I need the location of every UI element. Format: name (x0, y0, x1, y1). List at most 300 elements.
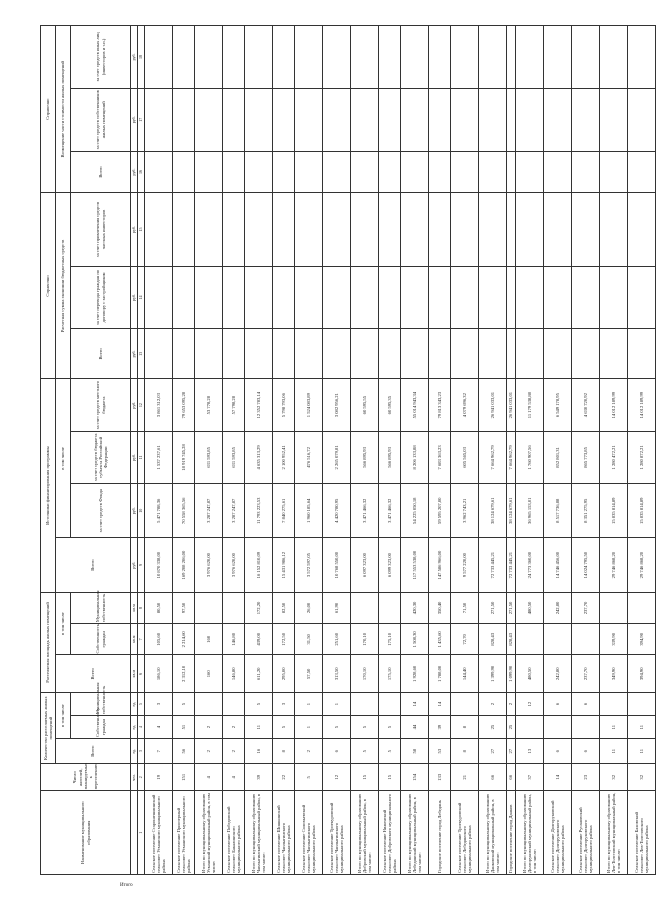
value-cell-p-priv: 5 (323, 716, 351, 739)
table-body (145, 26, 656, 875)
empty-cell (479, 329, 507, 379)
value-cell-a-total: 57,50 (295, 655, 323, 693)
value-cell-a-mun: 237,70 (572, 592, 600, 623)
value-cell-p-priv: 39 (429, 716, 451, 739)
municipality-name-cell: Сельское поселение Победовский сельсовет Бакалинского муниципального района (223, 791, 245, 875)
value-cell-people: 12 (323, 764, 351, 791)
value-cell-f-loc: 79 813 343,23 (429, 379, 451, 431)
value-cell-a-priv: 72,70 (451, 624, 479, 655)
col-index: 3 (138, 739, 145, 764)
value-cell-f-total: 72 733 445,21 (479, 538, 507, 592)
value-cell-people: 23 (572, 764, 600, 791)
table-row (223, 26, 245, 875)
value-cell-f-fund: 7 840 275,61 (273, 484, 295, 538)
empty-cell (173, 193, 195, 266)
value-cell-p-priv: 2 (195, 716, 223, 739)
empty-cell (401, 151, 429, 193)
value-cell-a-mun: 271,50 (507, 592, 516, 623)
value-cell-people: 133 (429, 764, 451, 791)
value-cell-p-mun: 5 (173, 693, 195, 716)
value-cell-p-mun: 14 (401, 693, 429, 716)
municipality-name-cell: Итого по муниципальному образованию Лев-Толстовский муниципальный район, в том числе: (600, 791, 628, 875)
value-cell-a-mun: 82,50 (273, 592, 295, 623)
empty-cell (451, 151, 479, 193)
value-cell-f-loc: 11 179 538,88 (516, 379, 544, 431)
area-private-header: Собственность граждан (71, 624, 131, 655)
value-cell-f-loc: 1 524 083,89 (295, 379, 323, 431)
table-row (351, 26, 379, 875)
municipality-name-cell: Сельское поселение Приозерный сельсовет Усманского муниципального района (173, 791, 195, 875)
value-cell-f-total: 15 431 986,12 (273, 538, 295, 592)
empty-cell (507, 266, 516, 329)
value-cell-p-total: 16 (245, 739, 273, 764)
empty-cell (351, 193, 379, 266)
value-cell-p-priv (544, 716, 572, 739)
empty-cell (516, 266, 544, 329)
value-cell-f-reg: 566 895,93 (351, 431, 379, 483)
municipality-name-cell: Сельское поселение Троекуровский сельсовет Чаплыгинского муниципального района (323, 791, 351, 875)
value-cell-people: 37 (516, 764, 544, 791)
value-cell-a-priv: 175,10 (379, 624, 401, 655)
value-cell-p-mun: 1 (323, 693, 351, 716)
value-cell-people: 154 (401, 764, 429, 791)
municipality-name-cell: Сельское поселение Долгоруковский сельсовет Долгоруковского муниципального района (544, 791, 572, 875)
empty-cell (507, 151, 516, 193)
empty-cell (479, 88, 507, 151)
value-cell-a-priv: 105,60 (145, 624, 173, 655)
empty-cell (173, 329, 195, 379)
empty-cell (379, 266, 401, 329)
empty-cell (572, 193, 600, 266)
empty-cell (628, 193, 656, 266)
table-row (516, 26, 544, 875)
value-cell-a-total: 295,00 (273, 655, 295, 693)
empty-cell (379, 193, 401, 266)
ref2-a-header: за счет средств собственников жилых помещений (71, 88, 131, 151)
col-index: 14 (138, 266, 145, 329)
table-row (507, 26, 516, 875)
empty-cell (600, 88, 628, 151)
value-cell-f-fund: 1 960 185,64 (295, 484, 323, 538)
value-cell-a-total: 242,80 (544, 655, 572, 693)
empty-cell (479, 26, 507, 89)
municipality-name-cell: Сельское поселение Троекуровский сельсовет Лебедянского муниципального района (451, 791, 479, 875)
unit-cell: ед. (131, 693, 138, 716)
value-cell-people: 66 (507, 764, 516, 791)
col-index: 10 (138, 484, 145, 538)
municipality-name-cell: Итого по муниципальному образованию Добровский муниципальный район, в том числе: (351, 791, 379, 875)
empty-cell (351, 329, 379, 379)
empty-cell (544, 193, 572, 266)
value-cell-f-loc: 3 861 312,03 (145, 379, 173, 431)
value-cell-a-mun: 71,50 (451, 592, 479, 623)
empty-cell (628, 329, 656, 379)
empty-cell (295, 26, 323, 89)
unit-cell: кв.м (131, 655, 138, 693)
value-cell-f-total: 29 746 868,20 (628, 538, 656, 592)
area-in-number-header: в том числе (56, 592, 71, 655)
value-cell-people: 32 (628, 764, 656, 791)
empty-cell (323, 329, 351, 379)
unit-cell: руб. (131, 431, 138, 483)
value-cell-people: 32 (600, 764, 628, 791)
value-cell-f-loc: 60 595,55 (351, 379, 379, 431)
value-cell-f-reg: 2 265 079,81 (323, 431, 351, 483)
value-cell-a-total: 2 312,10 (173, 655, 195, 693)
value-cell-people: 15 (351, 764, 379, 791)
empty-cell (195, 151, 223, 193)
value-cell-p-mun: 14 (429, 693, 451, 716)
empty-cell (544, 151, 572, 193)
value-cell-a-priv: 251,60 (323, 624, 351, 655)
value-cell-a-total: 186,10 (145, 655, 173, 693)
value-cell-p-total: 6 (572, 739, 600, 764)
premises-private-header: Собственность граждан (71, 716, 131, 739)
municipality-name-cell: Итого по муниципальному образованию Чаплыгинский муниципальный район, в том числе: (245, 791, 273, 875)
value-cell-a-mun: 420,30 (401, 592, 429, 623)
empty-cell (401, 26, 429, 89)
value-cell-f-loc: 4 079 696,32 (451, 379, 479, 431)
empty-cell (173, 151, 195, 193)
reference-sub-header: Расчетная сумма экономии бюджетных средств (56, 193, 71, 379)
value-cell-p-total: 5 (379, 739, 401, 764)
col-index: 15 (138, 193, 145, 266)
empty-cell (173, 266, 195, 329)
value-cell-f-reg: 631 593,85 (223, 431, 245, 483)
empty-cell (479, 151, 507, 193)
empty-cell (401, 329, 429, 379)
col-index: 4 (138, 716, 145, 739)
unit-cell: руб. (131, 26, 138, 89)
value-cell-a-priv: 439,00 (245, 624, 273, 655)
municipality-name-cell: Сельское поселение Ниженский сельсовет Добровского муниципального района (379, 791, 401, 875)
value-cell-f-reg: 852 801,31 (544, 431, 572, 483)
value-cell-p-mun: 3 (273, 693, 295, 716)
empty-cell (145, 26, 173, 89)
empty-cell (628, 88, 656, 151)
value-cell-p-total: 8 (451, 739, 479, 764)
value-cell-f-total: 6 097 323,00 (351, 538, 379, 592)
value-cell-f-total: 10 870 338,00 (145, 538, 173, 592)
value-cell-a-total: 1 099,90 (507, 655, 516, 693)
value-cell-a-mun: 26,00 (295, 592, 323, 623)
value-cell-f-loc: 12 352 783,14 (245, 379, 273, 431)
area-group-header: Расселяемая площадь жилых помещений (41, 592, 56, 692)
value-cell-p-priv: 25 (507, 716, 516, 739)
empty-cell (223, 193, 245, 266)
value-cell-a-mun: 271,50 (479, 592, 507, 623)
empty-cell (195, 88, 223, 151)
value-cell-p-priv: 5 (379, 716, 401, 739)
value-cell-a-priv: 828,43 (507, 624, 516, 655)
table-row (145, 26, 173, 875)
unit-cell: руб. (131, 88, 138, 151)
value-cell-f-fund: 8 517 736,88 (544, 484, 572, 538)
empty-cell (379, 329, 401, 379)
value-cell-p-priv: 1 (295, 716, 323, 739)
value-cell-f-loc: 57 798,28 (223, 379, 245, 431)
premises-total-header: Всего (56, 739, 131, 764)
table-row (295, 26, 323, 875)
unit-cell: кв.м (131, 624, 138, 655)
table-row (628, 26, 656, 875)
value-cell-f-loc: 55 014 943,34 (401, 379, 429, 431)
empty-cell (223, 329, 245, 379)
value-cell-p-total: 13 (516, 739, 544, 764)
value-cell-p-priv: 11 (628, 716, 656, 739)
value-cell-f-total: 9 577 220,00 (451, 538, 479, 592)
fin-total-header: Всего (56, 538, 131, 592)
value-cell-p-priv: 11 (600, 716, 628, 739)
value-cell-f-fund: 70 558 365,56 (173, 484, 195, 538)
value-cell-a-mun: 350,40 (429, 592, 451, 623)
value-cell-f-loc: 14 012 189,99 (600, 379, 628, 431)
value-cell-a-mun: 97,50 (173, 592, 195, 623)
value-cell-a-total: 160 (195, 655, 223, 693)
empty-cell (351, 26, 379, 89)
value-cell-p-mun (351, 693, 379, 716)
col-index: 11 (138, 431, 145, 483)
value-cell-f-fund: 3 287 247,87 (223, 484, 245, 538)
col-people-header: Число жителей, планируемых к переселению (41, 764, 131, 791)
empty-cell (295, 88, 323, 151)
value-cell-a-mun (600, 592, 628, 623)
value-cell-p-mun (379, 693, 401, 716)
col-index: 6 (138, 655, 145, 693)
empty-cell (273, 329, 295, 379)
empty-cell (516, 329, 544, 379)
empty-cell (245, 193, 273, 266)
col-index: 1 (138, 791, 145, 875)
value-cell-p-total: 5 (351, 739, 379, 764)
value-cell-a-mun: 80,50 (145, 592, 173, 623)
empty-cell (516, 151, 544, 193)
value-cell-p-priv (572, 716, 600, 739)
table-row (429, 26, 451, 875)
municipality-name-cell: Сельское поселение Соловьевский сельсовет Чаплыгинского муниципального района (295, 791, 323, 875)
value-cell-f-loc: 53 778,28 (195, 379, 223, 431)
value-cell-f-reg: 7 664 962,79 (507, 431, 516, 483)
value-cell-f-total: 29 746 868,20 (600, 538, 628, 592)
empty-cell (507, 26, 516, 89)
value-cell-a-mun: 172,20 (245, 592, 273, 623)
value-cell-a-priv (572, 624, 600, 655)
municipality-name-cell: Сельское поселение Баховский сельсовет Лев-Толстовского муниципального района (628, 791, 656, 875)
value-cell-p-mun: 6 (572, 693, 600, 716)
table-row (572, 26, 600, 875)
value-cell-p-total: 53 (429, 739, 451, 764)
unit-cell: руб. (131, 484, 138, 538)
value-cell-people: 19 (145, 764, 173, 791)
value-cell-f-loc: 14 012 189,99 (628, 379, 656, 431)
reference2-group-header: Справочно (41, 26, 56, 193)
empty-cell (572, 88, 600, 151)
value-cell-f-reg: 1 280 872,21 (628, 431, 656, 483)
value-cell-f-loc: 26 941 033,01 (507, 379, 516, 431)
ref-total-header: Всего (71, 329, 131, 379)
value-cell-f-total: 3 976 620,00 (223, 538, 245, 592)
page-side-label: Итого (120, 883, 133, 888)
value-cell-p-priv: 4 (145, 716, 173, 739)
empty-cell (544, 26, 572, 89)
value-cell-f-total: 24 773 360,00 (516, 538, 544, 592)
municipality-name-cell: Сельское поселение Старошешминский сельсовет Усманского муниципального района (145, 791, 173, 875)
table-row (544, 26, 572, 875)
empty-cell (507, 193, 516, 266)
empty-cell (173, 88, 195, 151)
value-cell-a-total: 1 928,60 (401, 655, 429, 693)
value-cell-p-priv: 25 (479, 716, 507, 739)
value-cell-p-priv: 5 (273, 716, 295, 739)
unit-cell: руб. (131, 266, 138, 329)
value-cell-f-fund: 54 225 050,18 (401, 484, 429, 538)
value-cell-a-mun (195, 592, 223, 623)
value-cell-f-reg: 605 565,03 (451, 431, 479, 483)
table-row (600, 26, 628, 875)
empty-cell (544, 88, 572, 151)
municipality-name-cell: Сельское поселение Русановский сельсовет Долгоруковского муниципального района (572, 791, 600, 875)
value-cell-a-priv (544, 624, 572, 655)
empty-cell (600, 26, 628, 89)
value-cell-f-fund: 38 124 679,61 (479, 484, 507, 538)
empty-cell (507, 329, 516, 379)
value-cell-f-fund: 5 471 788,36 (145, 484, 173, 538)
value-cell-f-total: 3 976 620,00 (195, 538, 223, 592)
value-cell-a-mun: 61,90 (323, 592, 351, 623)
fin-fund-header: за счет средств Фонда (71, 484, 131, 538)
empty-cell (572, 151, 600, 193)
value-cell-a-priv: 31,50 (295, 624, 323, 655)
value-cell-p-mun (628, 693, 656, 716)
municipality-name-cell: Итого по муниципальному образованию Долгоруковский муниципальный район, в том числе: (516, 791, 544, 875)
value-cell-p-mun: 6 (544, 693, 572, 716)
value-cell-f-fund: 59 595 207,00 (429, 484, 451, 538)
col-index: 12 (138, 379, 145, 431)
value-cell-f-reg: 1 280 472,21 (600, 431, 628, 483)
empty-cell (516, 193, 544, 266)
value-cell-a-total: 394,90 (628, 655, 656, 693)
empty-cell (195, 329, 223, 379)
ref-a-header: за счет перевода граждан по договору с застройщиком (71, 266, 131, 329)
value-cell-a-total: 175,10 (379, 655, 401, 693)
municipality-name-cell: Городское поселение город Лебедянь (429, 791, 451, 875)
ref2-b-header: за счет средств иных лиц (инвесторов и т.п.) (71, 26, 131, 89)
col-index: 8 (138, 592, 145, 623)
reference2-sub-header: Возмещение части стоимости жилых помещений (56, 26, 71, 193)
value-cell-p-priv: 2 (223, 716, 245, 739)
empty-cell (323, 88, 351, 151)
empty-cell (273, 26, 295, 89)
value-cell-p-total: 27 (507, 739, 516, 764)
empty-cell (195, 26, 223, 89)
value-cell-people: 21 (451, 764, 479, 791)
value-cell-f-loc: 4 630 720,92 (572, 379, 600, 431)
empty-cell (429, 26, 451, 89)
value-cell-p-mun (600, 693, 628, 716)
table-row (479, 26, 507, 875)
value-cell-f-reg: 865 773,85 (572, 431, 600, 483)
value-cell-f-fund: 3 471 466,32 (351, 484, 379, 538)
value-cell-f-reg: 1 760 907,56 (516, 431, 544, 483)
municipality-name-cell: Итого по муниципальному образованию Усманский муниципальный район, в том числе: (195, 791, 223, 875)
col-name-header: Наименование муниципального образования (41, 791, 131, 875)
empty-cell (451, 88, 479, 151)
unit-cell: ед. (131, 739, 138, 764)
empty-cell (379, 88, 401, 151)
unit-cell: чел. (131, 764, 138, 791)
empty-cell (544, 266, 572, 329)
value-cell-f-total: 10 768 550,00 (323, 538, 351, 592)
column-index-row (138, 26, 145, 875)
value-cell-p-mun (195, 693, 223, 716)
value-cell-a-total: 1 788,00 (429, 655, 451, 693)
value-cell-p-total: 56 (173, 739, 195, 764)
empty-cell (572, 266, 600, 329)
empty-cell (451, 26, 479, 89)
value-cell-f-loc: 3 082 956,21 (323, 379, 351, 431)
empty-cell (323, 26, 351, 89)
value-cell-people: 151 (173, 764, 195, 791)
empty-cell (507, 88, 516, 151)
value-cell-f-fund: 3 287 247,87 (195, 484, 223, 538)
unit-cell: руб. (131, 379, 138, 431)
empty-cell (273, 88, 295, 151)
unit-cell: кв.м (131, 592, 138, 623)
value-cell-f-reg: 476 516,72 (295, 431, 323, 483)
value-cell-a-total: 611,20 (245, 655, 273, 693)
reference-group-header: Справочно (41, 193, 56, 379)
value-cell-p-priv: 44 (401, 716, 429, 739)
value-cell-f-loc: 6 549 178,95 (544, 379, 572, 431)
value-cell-p-priv: 11 (245, 716, 273, 739)
value-cell-p-total: 58 (401, 739, 429, 764)
table-row (173, 26, 195, 875)
empty-cell (572, 329, 600, 379)
empty-cell (429, 193, 451, 266)
value-cell-f-loc: 60 595,35 (379, 379, 401, 431)
value-cell-p-mun (223, 693, 245, 716)
value-cell-p-total: 8 (273, 739, 295, 764)
value-cell-people: 14 (544, 764, 572, 791)
area-total-header: Всего (56, 655, 131, 693)
col-index: 16 (138, 151, 145, 193)
empty-cell (273, 193, 295, 266)
area-municipal-header: Муниципальная собственность (71, 592, 131, 623)
col-index: 7 (138, 624, 145, 655)
value-cell-p-total: 2 (195, 739, 223, 764)
value-cell-a-priv: 2 214,60 (173, 624, 195, 655)
unit-cell: руб. (131, 193, 138, 266)
units-row (131, 26, 138, 875)
value-cell-a-total: 146,80 (223, 655, 245, 693)
value-cell-a-mun (379, 592, 401, 623)
resettlement-table (40, 25, 656, 875)
empty-cell (273, 151, 295, 193)
municipality-name-cell: Итого по муниципальному образованию Данковский муниципальный район, в том числе: (479, 791, 507, 875)
value-cell-f-total: 6 099 323,00 (379, 538, 401, 592)
table-row (323, 26, 351, 875)
value-cell-f-reg: 631 593,85 (195, 431, 223, 483)
value-cell-people: 66 (479, 764, 507, 791)
col-index: 2 (138, 764, 145, 791)
value-cell-p-mun: 2 (479, 693, 507, 716)
value-cell-p-priv (516, 716, 544, 739)
municipality-name-cell: Сельское поселение Шишкинский сельсовет Чаплыгинского муниципального района (273, 791, 295, 875)
col-index: 18 (138, 26, 145, 89)
empty-cell (173, 26, 195, 89)
empty-cell (223, 26, 245, 89)
empty-cell (429, 266, 451, 329)
